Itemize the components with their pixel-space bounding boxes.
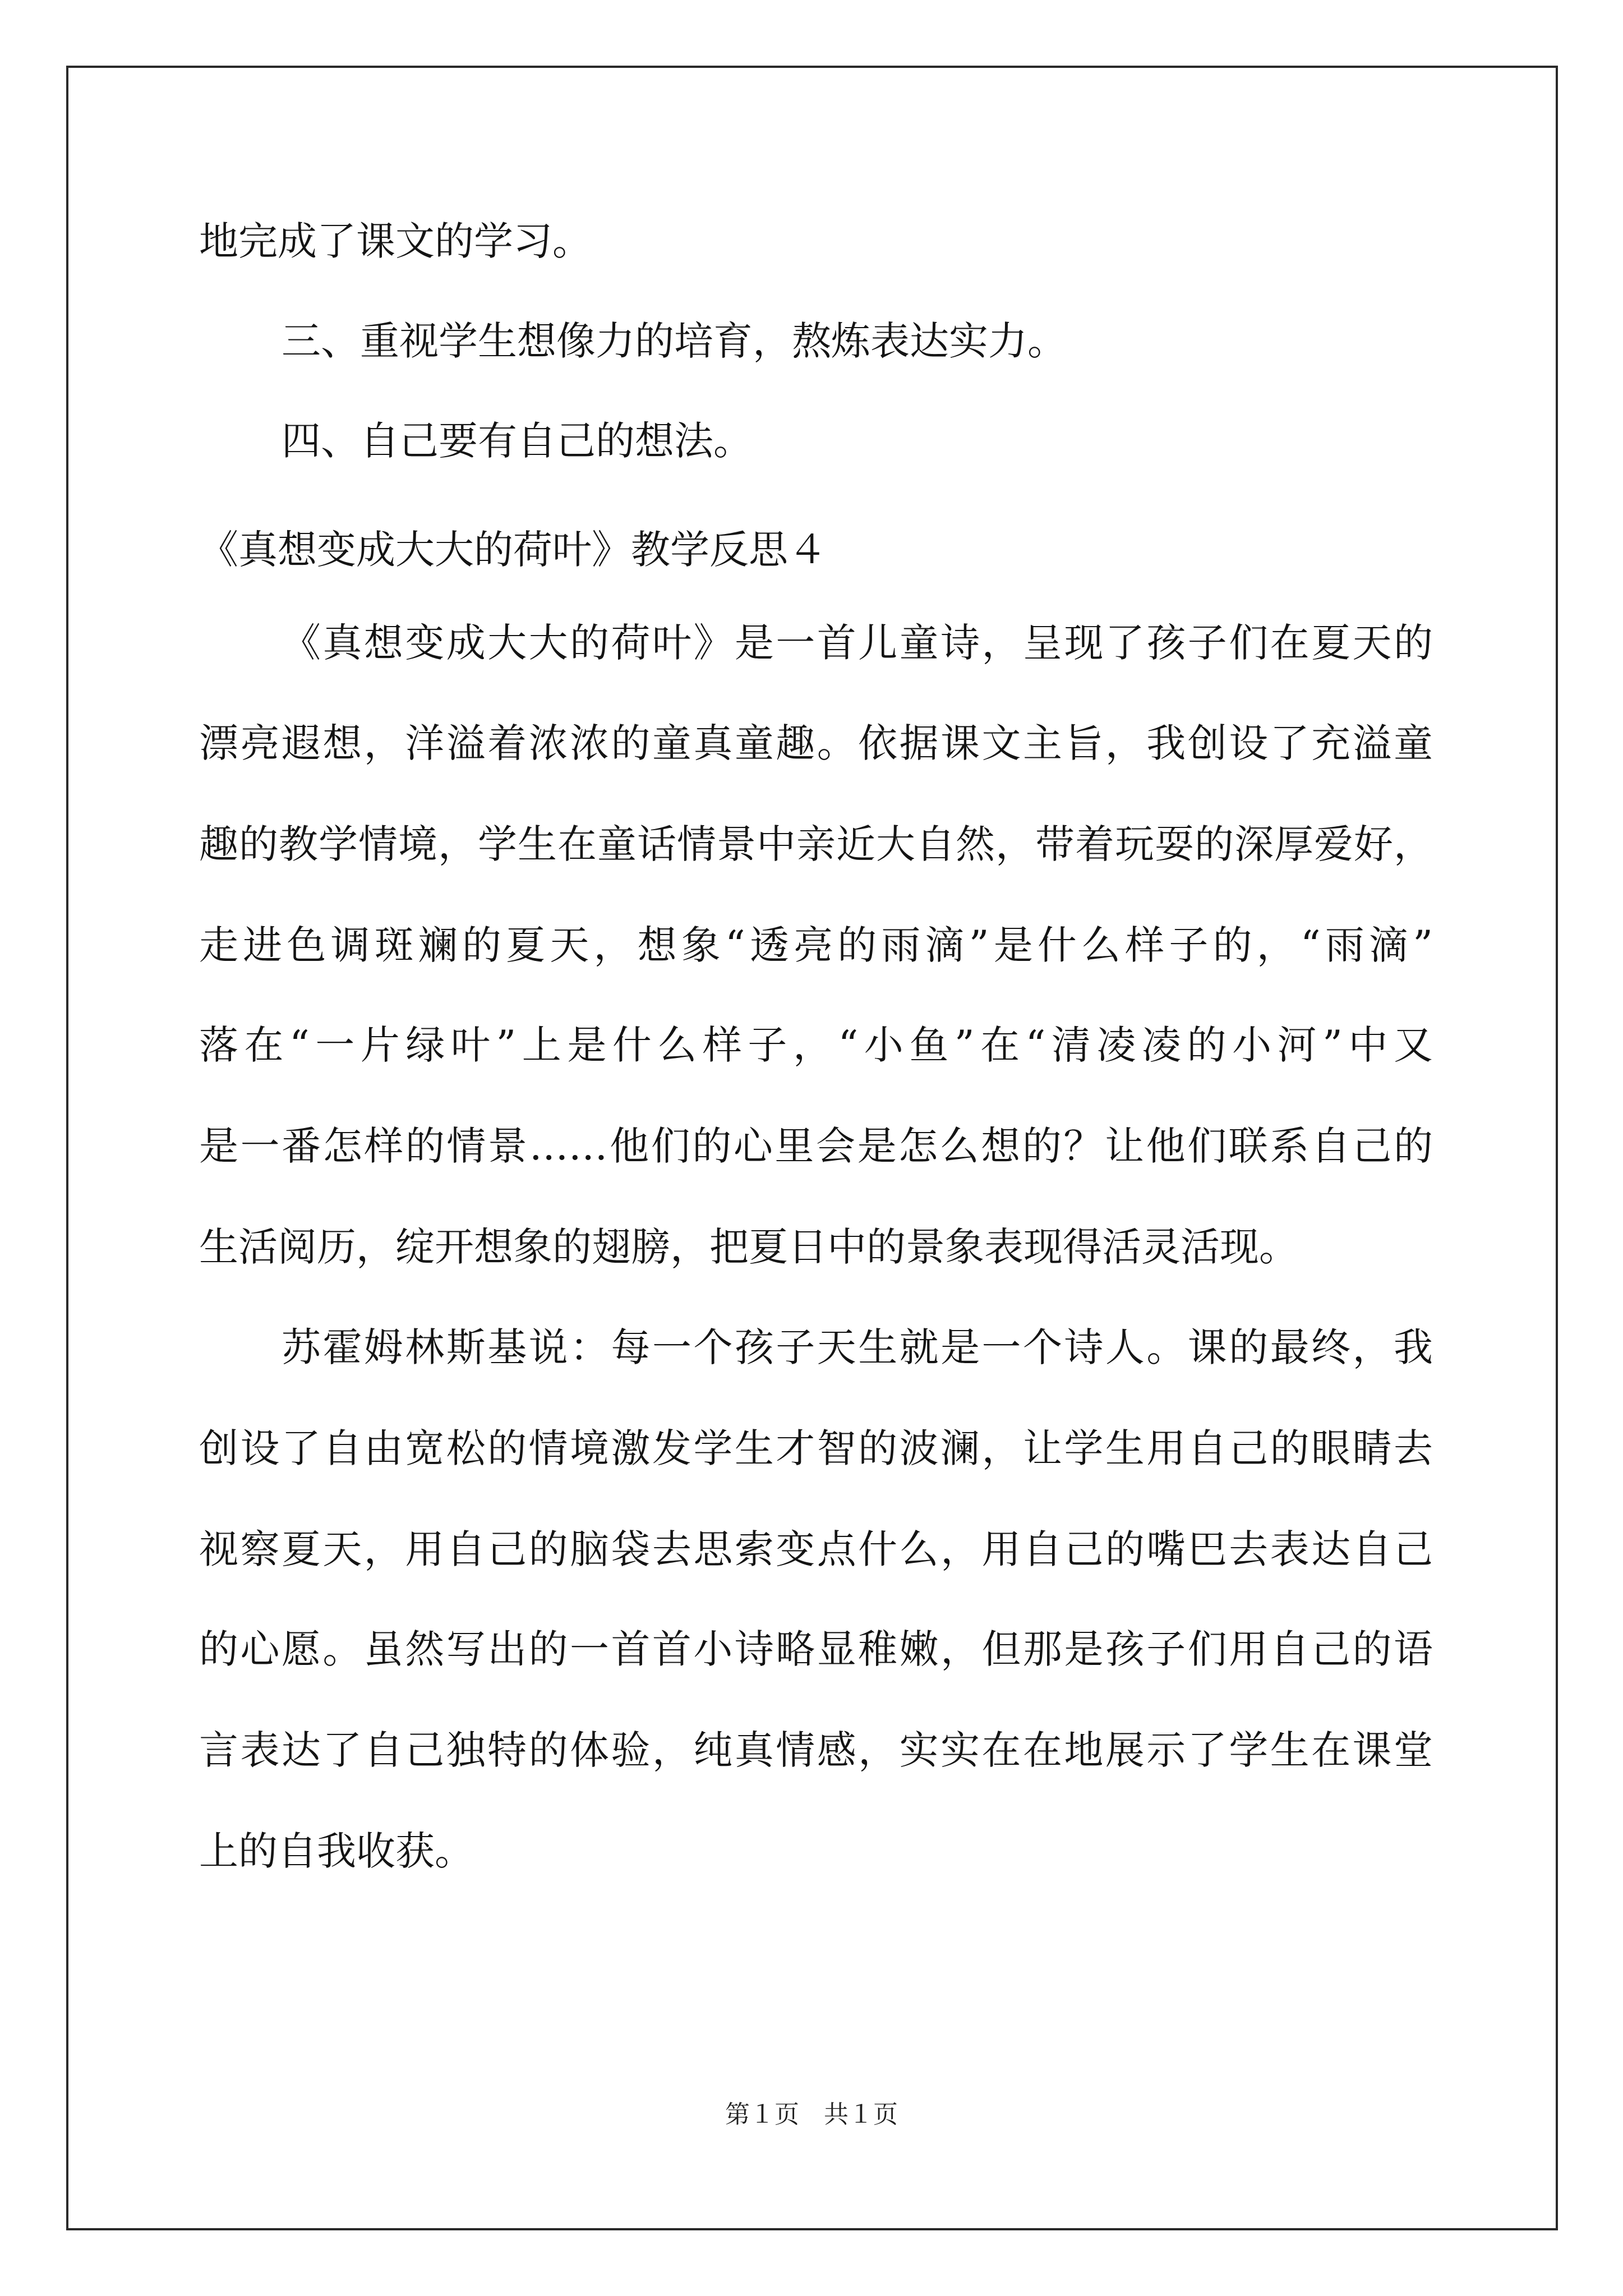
paragraph-line: 三、重视学生想像力的培育，熬炼表达实力。 [282, 318, 1067, 364]
paragraph-line: 落在“一片绿叶”上是什么样子，“小鱼”在“清凌凌的小河”中又 [199, 1022, 1433, 1068]
paragraph-line: 上的自我收获。 [199, 1828, 474, 1874]
paragraph-line: 苏霍姆林斯基说：每一个孩子天生就是一个诗人。课的最终，我 [282, 1324, 1433, 1370]
paragraph-line: 视察夏天，用自己的脑袋去思索变点什么，用自己的嘴巴去表达自己 [199, 1526, 1433, 1572]
paragraph-line: 走进色调斑斓的夏天，想象“透亮的雨滴”是什么样子的，“雨滴” [199, 922, 1433, 968]
paragraph-line: 趣的教学情境，学生在童话情景中亲近大自然，带着玩耍的深厚爱好， [199, 821, 1433, 867]
paragraph-line: 的心愿。虽然写出的一首首小诗略显稚嫩，但那是孩子们用自己的语 [199, 1626, 1433, 1672]
paragraph-line: 四、自己要有自己的想法。 [282, 418, 753, 464]
paragraph-line: 《真想变成大大的荷叶》是一首儿童诗，呈现了孩子们在夏天的 [282, 620, 1433, 666]
paragraph-line: 言表达了自己独特的体验，纯真情感，实实在在地展示了学生在课堂 [199, 1727, 1433, 1773]
paragraph-line: 漂亮遐想，洋溢着浓浓的童真童趣。依据课文主旨，我创设了充溢童 [199, 720, 1433, 766]
paragraph-line: 地完成了课文的学习。 [199, 218, 592, 264]
paragraph-line: 创设了自由宽松的情境激发学生才智的波澜，让学生用自己的眼睛去 [199, 1425, 1433, 1471]
section-heading: 《真想变成大大的荷叶》教学反思４ [199, 527, 827, 573]
page-number-footer: 第１页 共１页 [725, 2100, 898, 2129]
paragraph-line: 生活阅历，绽开想象的翅膀，把夏日中的景象表现得活灵活现。 [199, 1224, 1298, 1270]
paragraph-line: 是一番怎样的情景……他们的心里会是怎么想的？让他们联系自己的 [199, 1123, 1433, 1169]
